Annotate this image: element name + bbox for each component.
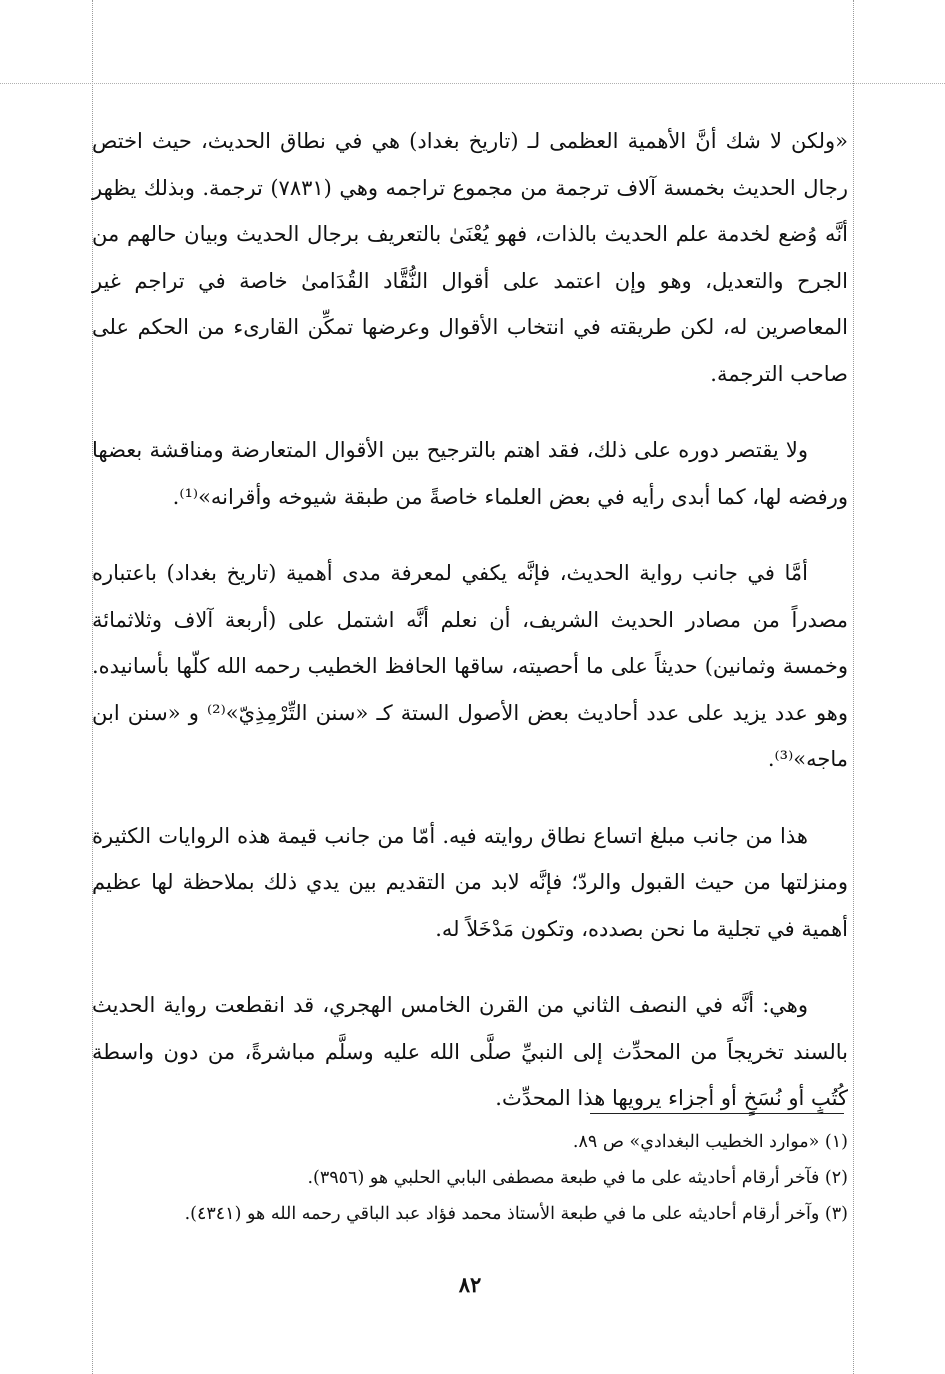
margin-guide-right bbox=[853, 0, 854, 1374]
paragraph-5: وهي: أنَّه في النصف الثاني من القرن الخامس الهجري، قد انقطعت رواية الحديث بالسند تخريجاً من المحدِّث إلى النبيِّ صلَّى الله عليه وسلَّم مباشرةً، من دون واسطة كُتُبٍ أو نُسَخٍ أو أجزاء يرويها هذا المحدِّث. bbox=[92, 993, 848, 1110]
footnote-1: (١) «موارد الخطيب البغدادي» ص ٨٩. bbox=[572, 1132, 848, 1152]
page-number: ٨٢ bbox=[458, 1272, 482, 1297]
footnote-separator bbox=[590, 1113, 844, 1114]
footnote-3: (٣) وآخر أرقام أحاديثه على ما في طبعة الأستاذ محمد فؤاد عبد الباقي رحمه الله هو (٤٣٤١). bbox=[184, 1204, 848, 1224]
paragraph-3: أمَّا في جانب رواية الحديث، فإنَّه يكفي لمعرفة مدى أهمية (تاريخ بغداد) باعتباره مصدراً من مصادر الحديث الشريف، أن نعلم أنَّه اشتمل على (أربعة آلاف وثلاثمائة وخمسة وثمانين) حديثاً على ما أحصيته، ساقها الحافظ الخطيب رحمه الله كلّها بأسانيده. وهو عدد يزيد على عدد أحاديث بعض الأصول الستة كـ «سنن التِّرْمِذِيّ»⁽²⁾ و «سنن ابن ماجه»⁽³⁾. bbox=[92, 561, 849, 771]
main-text bbox=[92, 118, 848, 1152]
footnote-2: (٢) فآخر أرقام أحاديثه على ما في طبعة مصطفى البابي الحلبي هو (٣٩٥٦). bbox=[307, 1168, 848, 1188]
footnotes bbox=[92, 1124, 848, 1232]
paragraph-2: ولا يقتصر دوره على ذلك، فقد اهتم بالترجيح بين الأقوال المتعارضة ومناقشة بعضها ورفضه لها، كما أبدى رأيه في بعض العلماء خاصةً من طبقة شيوخه وأقرانه»⁽¹⁾. bbox=[92, 438, 848, 509]
paragraph-4: هذا من جانب مبلغ اتساع نطاق روايته فيه. أمّا من جانب قيمة هذه الروايات الكثيرة ومنزلتها من حيث القبول والردّ؛ فإنَّه لابد من التقديم بين يدي ذلك بملاحظة لها عظيم أهمية في تجلية ما نحن بصدده، وتكون مَدْخَلاً له. bbox=[92, 823, 848, 941]
paragraph-1: «ولكن لا شك أنَّ الأهمية العظمى لـ (تاريخ بغداد) هي في نطاق الحديث، حيث اختص رجال الحديث بخمسة آلاف ترجمة من مجموع تراجمه وهي (٧٨٣١) ترجمة. وبذلك يظهر أنَّه وُضع لخدمة علم الحديث بالذات، فهو يُعْنَىٰ بالتعريف برجال الحديث وبيان حالهم من الجرح والتعديل، وهو وإن اعتمد على أقوال النُّقَّاد القُدَامىٰ خاصة في تراجم غير المعاصرين له، لكن طريقته في انتخاب الأقوال وعرضها تمكِّن القارىء من الحكم على صاحب الترجمة. bbox=[92, 129, 848, 386]
margin-guide-top bbox=[0, 83, 945, 84]
